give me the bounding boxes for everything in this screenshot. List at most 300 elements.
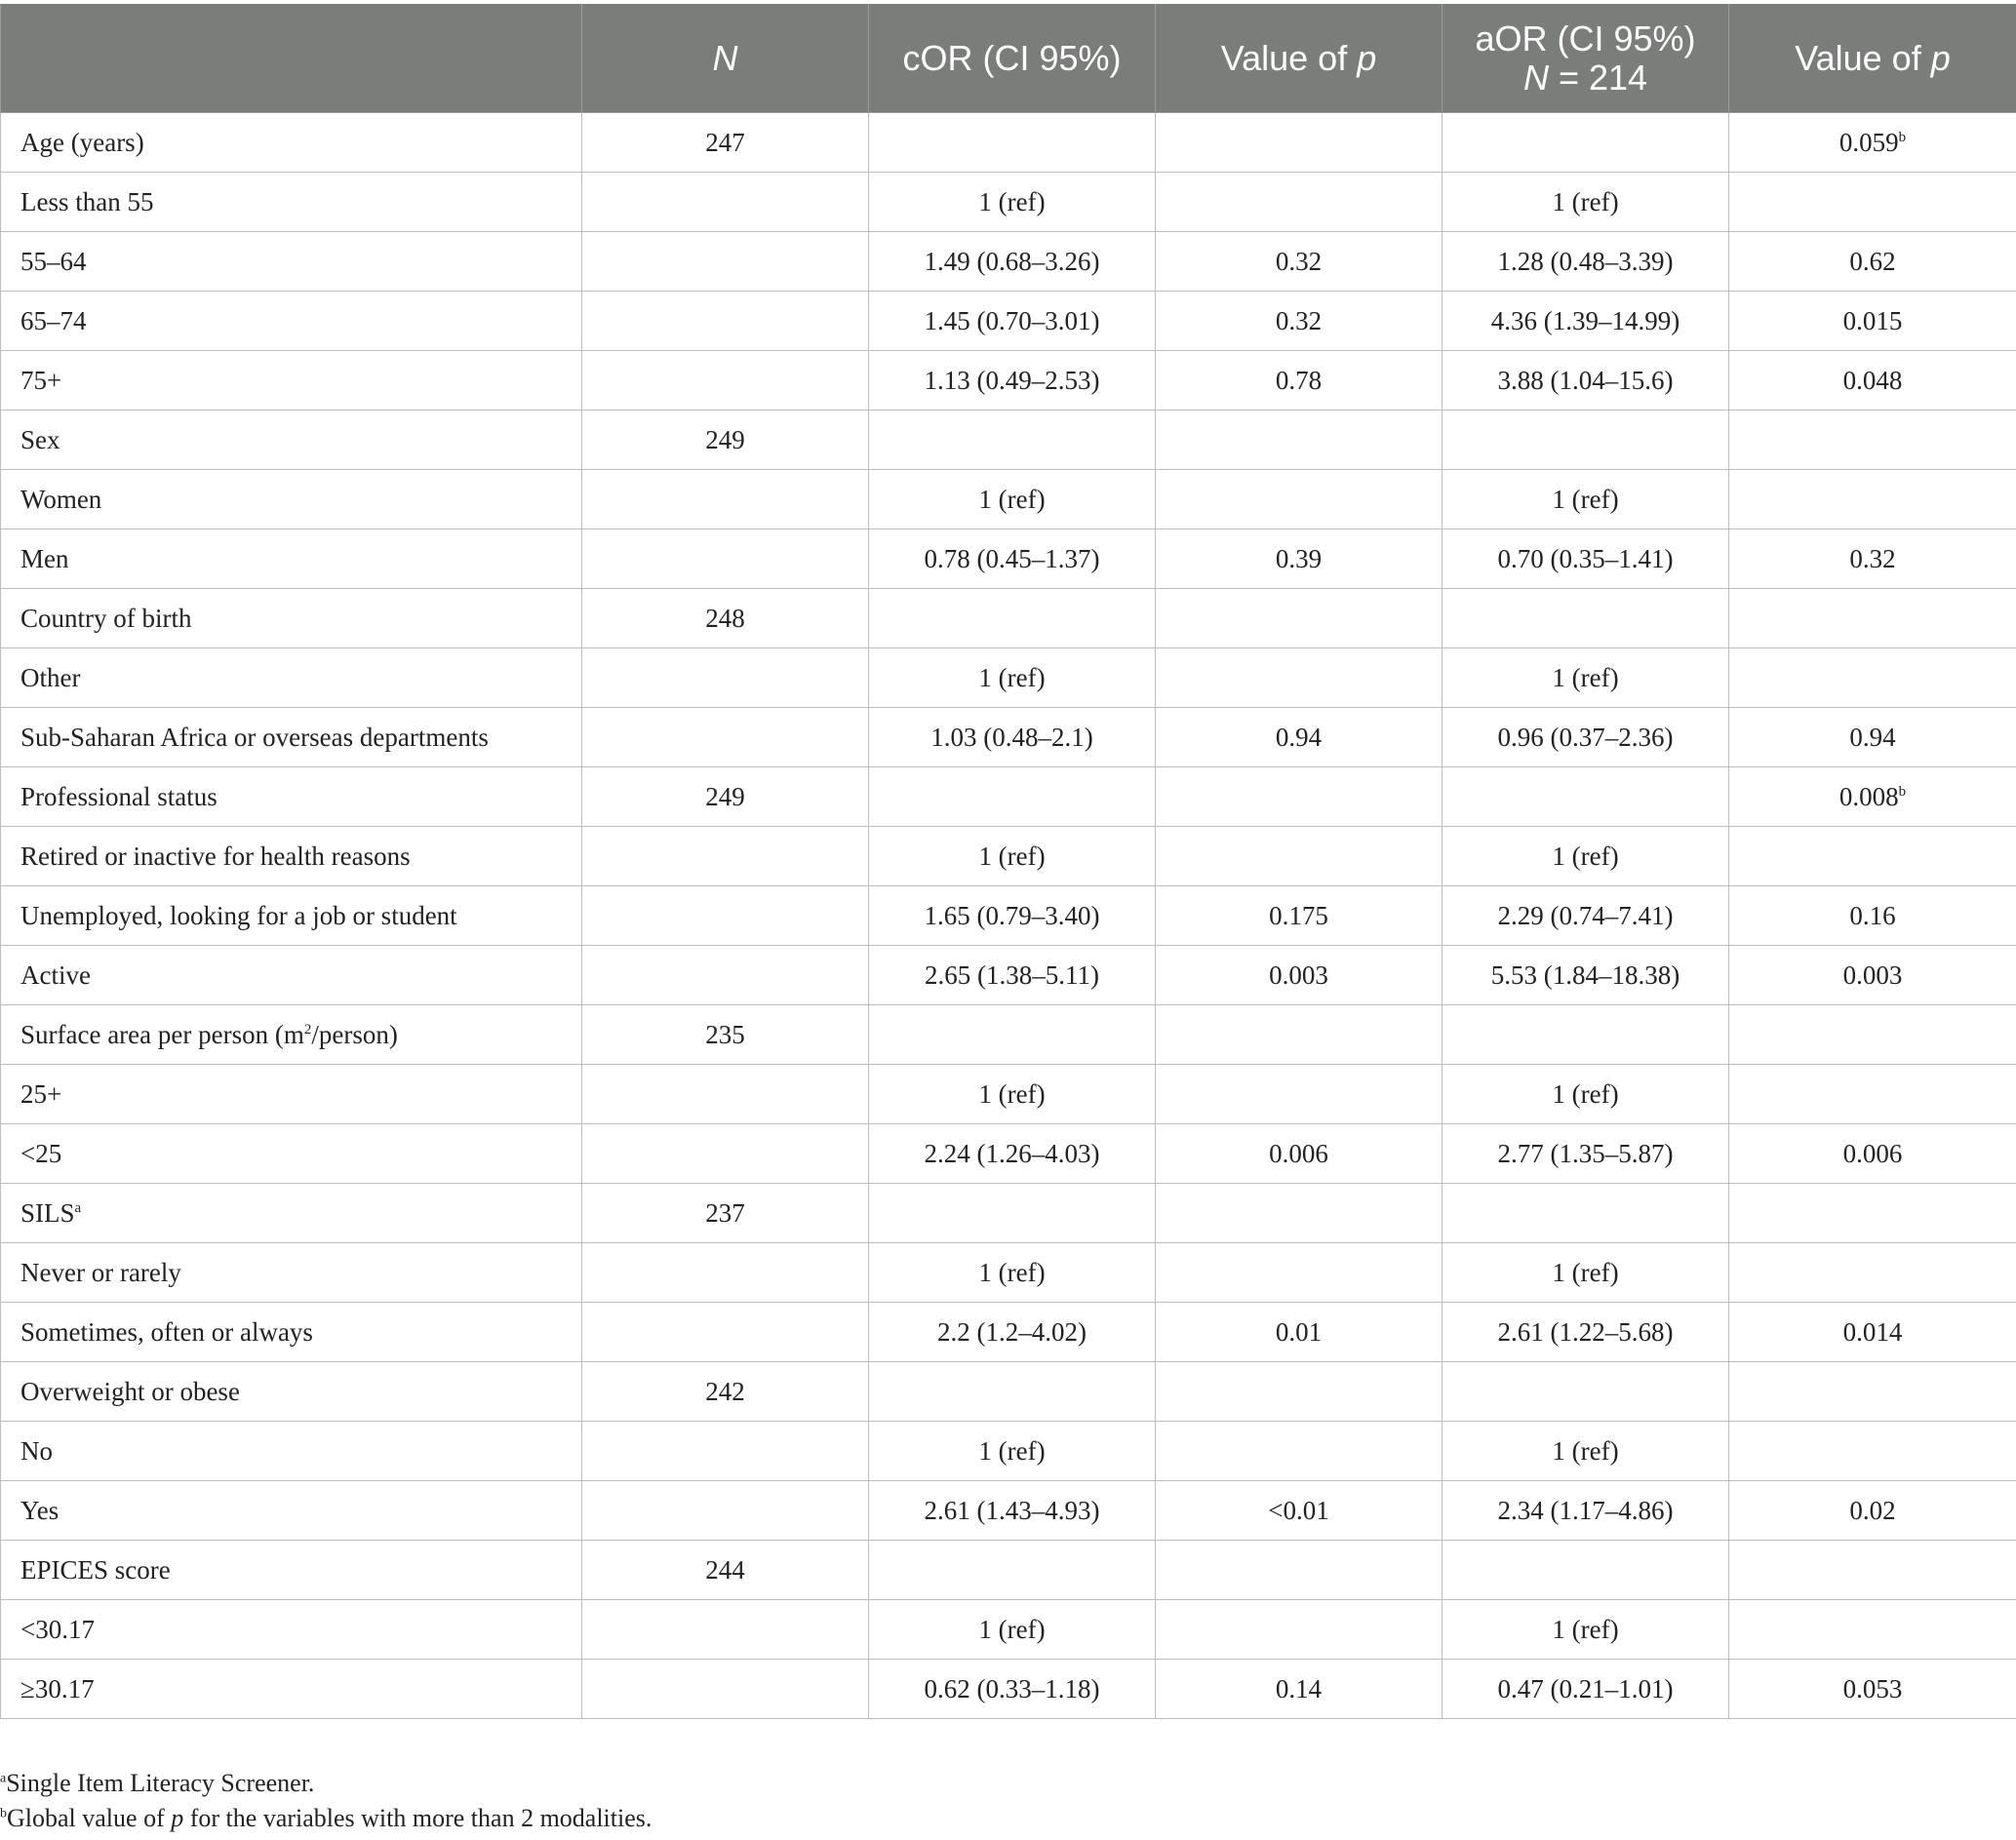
variable-cell-text: Professional status (20, 781, 217, 811)
header-aor-line2 (1450, 59, 1720, 98)
cor-cell-text: 1 (ref) (978, 1435, 1046, 1466)
p-adjusted-cell (1729, 1422, 2016, 1481)
variable-cell-text: Active (20, 959, 91, 990)
table-row (1, 648, 2016, 708)
table-header (1, 5, 2016, 113)
cor-cell (869, 886, 1156, 946)
aor-cell-text: 2.77 (1.35–5.87) (1497, 1138, 1674, 1168)
p-crude-cell (1156, 1362, 1443, 1422)
n-cell (582, 1541, 869, 1600)
p-adjusted-cell (1729, 1005, 2016, 1065)
aor-cell-text: 0.96 (0.37–2.36) (1497, 722, 1674, 752)
p-crude-cell (1156, 292, 1443, 351)
n-cell (582, 1481, 869, 1541)
variable-cell-text: Sex (20, 424, 60, 454)
aor-cell-text: 1 (ref) (1552, 841, 1619, 871)
cor-cell-text: 1 (ref) (978, 1257, 1046, 1287)
variable-cell (1, 1660, 582, 1719)
p-crude-cell (1156, 1660, 1443, 1719)
p-adjusted-cell (1729, 1481, 2016, 1541)
variable-cell-text: 25+ (20, 1078, 62, 1109)
p-adjusted-cell-text: 0.62 (1849, 246, 1896, 276)
p-adjusted-cell (1729, 1303, 2016, 1362)
aor-cell (1443, 1600, 1729, 1660)
variable-cell-text: No (20, 1435, 53, 1466)
cor-cell-text: 1 (ref) (978, 662, 1046, 692)
cor-cell (869, 648, 1156, 708)
p-crude-cell-text: 0.003 (1269, 959, 1328, 990)
p-crude-cell (1156, 708, 1443, 767)
aor-cell (1443, 886, 1729, 946)
table-footnotes (0, 1766, 652, 1836)
p-adjusted-superscript: b (1898, 783, 1907, 800)
table-row (1, 1303, 2016, 1362)
p-crude-cell (1156, 886, 1443, 946)
cor-cell (869, 1243, 1156, 1303)
cor-cell-text: 1.13 (0.49–2.53) (924, 365, 1100, 395)
p-crude-cell (1156, 1422, 1443, 1481)
footnote-b-text-p: p (171, 1804, 184, 1832)
aor-cell (1443, 470, 1729, 529)
cor-cell-text: 2.65 (1.38–5.11) (925, 959, 1099, 990)
aor-cell (1443, 1481, 1729, 1541)
cor-cell-text: 1 (ref) (978, 186, 1046, 216)
p-crude-cell (1156, 173, 1443, 232)
aor-cell-text: 2.61 (1.22–5.68) (1497, 1316, 1674, 1347)
p-crude-cell-text: 0.175 (1269, 900, 1328, 930)
aor-cell (1443, 292, 1729, 351)
table-row (1, 1065, 2016, 1124)
results-table (0, 4, 2016, 1719)
variable-cell (1, 113, 582, 173)
header-p-crude-text (1221, 38, 1376, 78)
cor-cell (869, 351, 1156, 411)
aor-cell-text: 2.34 (1.17–4.86) (1497, 1495, 1674, 1525)
p-adjusted-cell (1729, 1243, 2016, 1303)
cor-cell-text: 1.45 (0.70–3.01) (924, 305, 1100, 335)
p-crude-cell-text: 0.78 (1275, 365, 1323, 395)
aor-cell (1443, 946, 1729, 1005)
variable-superscript: 2 (303, 1021, 312, 1037)
p-crude-cell (1156, 1481, 1443, 1541)
variable-cell-text: Never or rarely (20, 1257, 181, 1287)
n-cell (582, 1184, 869, 1243)
p-crude-cell-text: 0.01 (1275, 1316, 1323, 1347)
header-p-adjusted-text (1795, 38, 1950, 78)
variable-cell-text: Men (20, 543, 69, 573)
n-cell-text: 235 (705, 1019, 745, 1049)
table-row (1, 1600, 2016, 1660)
n-cell-text: 237 (705, 1197, 745, 1228)
n-cell-text: 242 (705, 1376, 745, 1406)
aor-cell (1443, 1541, 1729, 1600)
n-cell (582, 470, 869, 529)
table-row (1, 767, 2016, 827)
variable-cell (1, 1422, 582, 1481)
p-adjusted-cell-text: 0.014 (1842, 1316, 1903, 1347)
cor-cell (869, 292, 1156, 351)
n-cell (582, 767, 869, 827)
n-cell-text: 248 (705, 603, 745, 633)
aor-cell (1443, 648, 1729, 708)
p-crude-cell-text: 0.32 (1275, 246, 1323, 276)
cor-cell-text: 1.49 (0.68–3.26) (924, 246, 1100, 276)
table-row (1, 113, 2016, 173)
p-adjusted-cell (1729, 767, 2016, 827)
p-adjusted-cell-text: 0.059 (1838, 127, 1899, 157)
aor-cell-text: 0.70 (0.35–1.41) (1497, 543, 1674, 573)
variable-cell-text: Sometimes, often or always (20, 1316, 313, 1347)
p-adjusted-cell (1729, 946, 2016, 1005)
aor-cell (1443, 708, 1729, 767)
n-cell (582, 529, 869, 589)
variable-cell-text: Less than 55 (20, 186, 154, 216)
table-row (1, 1124, 2016, 1184)
cor-cell (869, 1362, 1156, 1422)
variable-cell (1, 351, 582, 411)
n-cell (582, 886, 869, 946)
cor-cell (869, 1303, 1156, 1362)
variable-cell (1, 529, 582, 589)
table-row (1, 292, 2016, 351)
p-adjusted-cell-text: 0.32 (1849, 543, 1896, 573)
table-row (1, 589, 2016, 648)
aor-cell (1443, 529, 1729, 589)
table-row (1, 1660, 2016, 1719)
p-adjusted-cell (1729, 113, 2016, 173)
variable-cell (1, 173, 582, 232)
p-adjusted-cell-text: 0.048 (1842, 365, 1903, 395)
n-cell (582, 946, 869, 1005)
aor-cell-text: 1 (ref) (1552, 484, 1619, 514)
header-aor (1443, 5, 1729, 113)
variable-cell (1, 886, 582, 946)
cor-cell (869, 1600, 1156, 1660)
footnote-a-text: Single Item Literacy Screener. (6, 1769, 315, 1797)
table-row (1, 470, 2016, 529)
p-crude-cell (1156, 1005, 1443, 1065)
variable-cell-tail: /person) (311, 1019, 398, 1049)
footnote-b (0, 1801, 652, 1836)
cor-cell (869, 173, 1156, 232)
cor-cell-text: 2.24 (1.26–4.03) (924, 1138, 1100, 1168)
variable-cell-text: 55–64 (20, 246, 87, 276)
aor-cell-text: 0.47 (0.21–1.01) (1497, 1673, 1674, 1703)
table-row (1, 708, 2016, 767)
variable-cell (1, 1243, 582, 1303)
variable-cell-text: Other (20, 662, 81, 692)
aor-cell (1443, 589, 1729, 648)
p-adjusted-cell (1729, 232, 2016, 292)
aor-cell-text: 2.29 (0.74–7.41) (1497, 900, 1674, 930)
table-row (1, 1481, 2016, 1541)
header-p-crude (1156, 5, 1443, 113)
cor-cell-text: 2.61 (1.43–4.93) (924, 1495, 1100, 1525)
aor-cell-text: 1 (ref) (1552, 1078, 1619, 1109)
aor-cell-text: 1 (ref) (1552, 662, 1619, 692)
variable-cell-text: EPICES score (20, 1554, 171, 1585)
p-adjusted-cell (1729, 1600, 2016, 1660)
variable-cell-text: Age (years) (20, 127, 144, 157)
cor-cell (869, 1422, 1156, 1481)
cor-cell-text: 1 (ref) (978, 1078, 1046, 1109)
p-adjusted-cell (1729, 589, 2016, 648)
variable-cell-text: Yes (20, 1495, 59, 1525)
p-crude-cell (1156, 1065, 1443, 1124)
variable-cell (1, 946, 582, 1005)
aor-cell-text: 3.88 (1.04–15.6) (1497, 365, 1674, 395)
p-adjusted-cell (1729, 1362, 2016, 1422)
n-cell (582, 1124, 869, 1184)
n-cell (582, 1362, 869, 1422)
p-crude-cell (1156, 767, 1443, 827)
n-cell (582, 648, 869, 708)
p-adjusted-cell (1729, 1660, 2016, 1719)
cor-cell (869, 1541, 1156, 1600)
p-crude-cell (1156, 411, 1443, 470)
p-adjusted-superscript: b (1898, 129, 1907, 145)
header-p-crude-prefix: Value of (1220, 38, 1358, 78)
p-adjusted-cell (1729, 827, 2016, 886)
aor-cell (1443, 113, 1729, 173)
p-crude-cell (1156, 529, 1443, 589)
table-row (1, 946, 2016, 1005)
cor-cell (869, 1481, 1156, 1541)
n-cell (582, 1065, 869, 1124)
cor-cell (869, 708, 1156, 767)
header-aor-n-value: = 214 (1548, 58, 1648, 98)
n-cell (582, 292, 869, 351)
table-row (1, 411, 2016, 470)
variable-cell (1, 1124, 582, 1184)
variable-cell (1, 411, 582, 470)
table-row (1, 529, 2016, 589)
p-crude-cell (1156, 1541, 1443, 1600)
n-cell (582, 1660, 869, 1719)
variable-cell (1, 470, 582, 529)
p-crude-cell-text: <0.01 (1268, 1495, 1329, 1525)
aor-cell (1443, 1124, 1729, 1184)
variable-cell (1, 1541, 582, 1600)
cor-cell-text: 1 (ref) (978, 841, 1046, 871)
p-adjusted-cell (1729, 648, 2016, 708)
n-cell (582, 708, 869, 767)
aor-cell-text: 4.36 (1.39–14.99) (1490, 305, 1680, 335)
p-adjusted-cell-text: 0.02 (1849, 1495, 1896, 1525)
table-row (1, 232, 2016, 292)
n-cell-text: 244 (705, 1554, 745, 1585)
p-crude-cell (1156, 648, 1443, 708)
n-cell (582, 173, 869, 232)
aor-cell (1443, 1065, 1729, 1124)
aor-cell (1443, 1243, 1729, 1303)
variable-cell (1, 1362, 582, 1422)
cor-cell-text: 1.03 (0.48–2.1) (930, 722, 1093, 752)
aor-cell-text: 1 (ref) (1552, 1614, 1619, 1644)
variable-cell (1, 1065, 582, 1124)
variable-cell-text: Unemployed, looking for a job or student (20, 900, 457, 930)
aor-cell (1443, 827, 1729, 886)
aor-cell (1443, 1303, 1729, 1362)
n-cell (582, 232, 869, 292)
p-crude-cell (1156, 113, 1443, 173)
cor-cell (869, 113, 1156, 173)
table-row (1, 1541, 2016, 1600)
footnote-a (0, 1766, 652, 1801)
variable-cell (1, 1600, 582, 1660)
cor-cell-text: 0.78 (0.45–1.37) (924, 543, 1100, 573)
cor-cell (869, 1660, 1156, 1719)
header-n-text: N (712, 38, 738, 78)
n-cell (582, 1243, 869, 1303)
variable-cell-text: Overweight or obese (20, 1376, 240, 1406)
p-adjusted-cell (1729, 1124, 2016, 1184)
aor-cell (1443, 411, 1729, 470)
header-p-adjusted-prefix: Value of (1795, 38, 1931, 78)
header-n (582, 5, 869, 113)
p-adjusted-cell-text: 0.015 (1842, 305, 1903, 335)
p-crude-cell (1156, 946, 1443, 1005)
p-crude-cell-text: 0.32 (1275, 305, 1323, 335)
p-adjusted-cell (1729, 1541, 2016, 1600)
cor-cell (869, 411, 1156, 470)
p-adjusted-cell-text: 0.006 (1842, 1138, 1903, 1168)
p-adjusted-cell (1729, 351, 2016, 411)
variable-cell-text: SILS (20, 1197, 75, 1228)
header-variable (1, 5, 582, 113)
p-crude-cell (1156, 470, 1443, 529)
variable-cell-text: Surface area per person (m (20, 1019, 304, 1049)
p-crude-cell-text: 0.39 (1275, 543, 1323, 573)
table-row (1, 827, 2016, 886)
p-adjusted-cell (1729, 292, 2016, 351)
cor-cell (869, 827, 1156, 886)
table-row (1, 1243, 2016, 1303)
n-cell-text: 249 (705, 424, 745, 454)
p-crude-cell (1156, 589, 1443, 648)
n-cell-text: 249 (705, 781, 745, 811)
n-cell (582, 589, 869, 648)
cor-cell (869, 1124, 1156, 1184)
p-crude-cell (1156, 827, 1443, 886)
variable-cell-text: Sub-Saharan Africa or overseas departments (20, 722, 489, 752)
footnote-a-mark: a (0, 1771, 7, 1786)
n-cell (582, 827, 869, 886)
variable-cell (1, 1481, 582, 1541)
p-adjusted-cell-text: 0.94 (1849, 722, 1896, 752)
p-adjusted-cell (1729, 173, 2016, 232)
variable-cell (1, 1005, 582, 1065)
cor-cell-text: 1 (ref) (978, 484, 1046, 514)
table-row (1, 1362, 2016, 1422)
p-adjusted-cell-text: 0.053 (1842, 1673, 1903, 1703)
n-cell (582, 411, 869, 470)
variable-cell-text: 75+ (20, 365, 62, 395)
cor-cell (869, 1005, 1156, 1065)
aor-cell (1443, 1005, 1729, 1065)
header-row (1, 5, 2016, 113)
p-crude-cell-text: 0.94 (1275, 722, 1323, 752)
p-crude-cell (1156, 1303, 1443, 1362)
variable-cell-text: 65–74 (20, 305, 87, 335)
aor-cell-text: 1.28 (0.48–3.39) (1497, 246, 1674, 276)
p-adjusted-cell-text: 0.16 (1849, 900, 1896, 930)
footnote-b-mark: b (0, 1806, 7, 1821)
p-adjusted-cell (1729, 886, 2016, 946)
aor-cell (1443, 1422, 1729, 1481)
table-row (1, 173, 2016, 232)
cor-cell (869, 529, 1156, 589)
p-adjusted-cell-text: 0.008 (1838, 781, 1899, 811)
cor-cell-text: 2.2 (1.2–4.02) (937, 1316, 1087, 1347)
p-crude-cell (1156, 351, 1443, 411)
aor-cell (1443, 1660, 1729, 1719)
variable-cell (1, 292, 582, 351)
cor-cell (869, 946, 1156, 1005)
variable-cell (1, 232, 582, 292)
table-row (1, 1005, 2016, 1065)
cor-cell-text: 1 (ref) (978, 1614, 1046, 1644)
table-row (1, 1422, 2016, 1481)
p-adjusted-cell (1729, 411, 2016, 470)
p-crude-cell (1156, 1184, 1443, 1243)
header-aor-n-symbol: N (1522, 58, 1549, 98)
p-adjusted-cell (1729, 529, 2016, 589)
cor-cell (869, 589, 1156, 648)
cor-cell (869, 767, 1156, 827)
aor-cell-text: 5.53 (1.84–18.38) (1490, 959, 1680, 990)
cor-cell (869, 1065, 1156, 1124)
p-crude-cell (1156, 232, 1443, 292)
n-cell (582, 1005, 869, 1065)
cor-cell-text: 0.62 (0.33–1.18) (924, 1673, 1100, 1703)
n-cell-text: 247 (705, 127, 745, 157)
header-p-adjusted-symbol: p (1930, 38, 1951, 78)
p-crude-cell (1156, 1243, 1443, 1303)
variable-superscript: a (74, 1199, 82, 1216)
cor-cell (869, 470, 1156, 529)
variable-cell (1, 708, 582, 767)
variable-cell (1, 648, 582, 708)
aor-cell (1443, 351, 1729, 411)
n-cell (582, 1422, 869, 1481)
variable-cell (1, 589, 582, 648)
aor-cell (1443, 1362, 1729, 1422)
cor-cell-text: 1.65 (0.79–3.40) (924, 900, 1100, 930)
table-row (1, 1184, 2016, 1243)
n-cell (582, 113, 869, 173)
cor-cell (869, 232, 1156, 292)
footnote-b-text-1: Global value of (7, 1804, 172, 1832)
p-crude-cell-text: 0.006 (1269, 1138, 1328, 1168)
aor-cell (1443, 1184, 1729, 1243)
aor-cell-text: 1 (ref) (1552, 1435, 1619, 1466)
header-p-adjusted (1729, 5, 2016, 113)
aor-cell (1443, 232, 1729, 292)
variable-cell-text: Country of birth (20, 603, 192, 633)
variable-cell (1, 1303, 582, 1362)
aor-cell (1443, 767, 1729, 827)
p-adjusted-cell (1729, 1065, 2016, 1124)
variable-cell-text: <30.17 (20, 1614, 95, 1644)
n-cell (582, 351, 869, 411)
p-crude-cell-text: 0.14 (1275, 1673, 1323, 1703)
p-adjusted-cell (1729, 470, 2016, 529)
p-adjusted-cell (1729, 708, 2016, 767)
variable-cell-text: Women (20, 484, 102, 514)
table-body (1, 113, 2016, 1719)
p-crude-cell (1156, 1124, 1443, 1184)
